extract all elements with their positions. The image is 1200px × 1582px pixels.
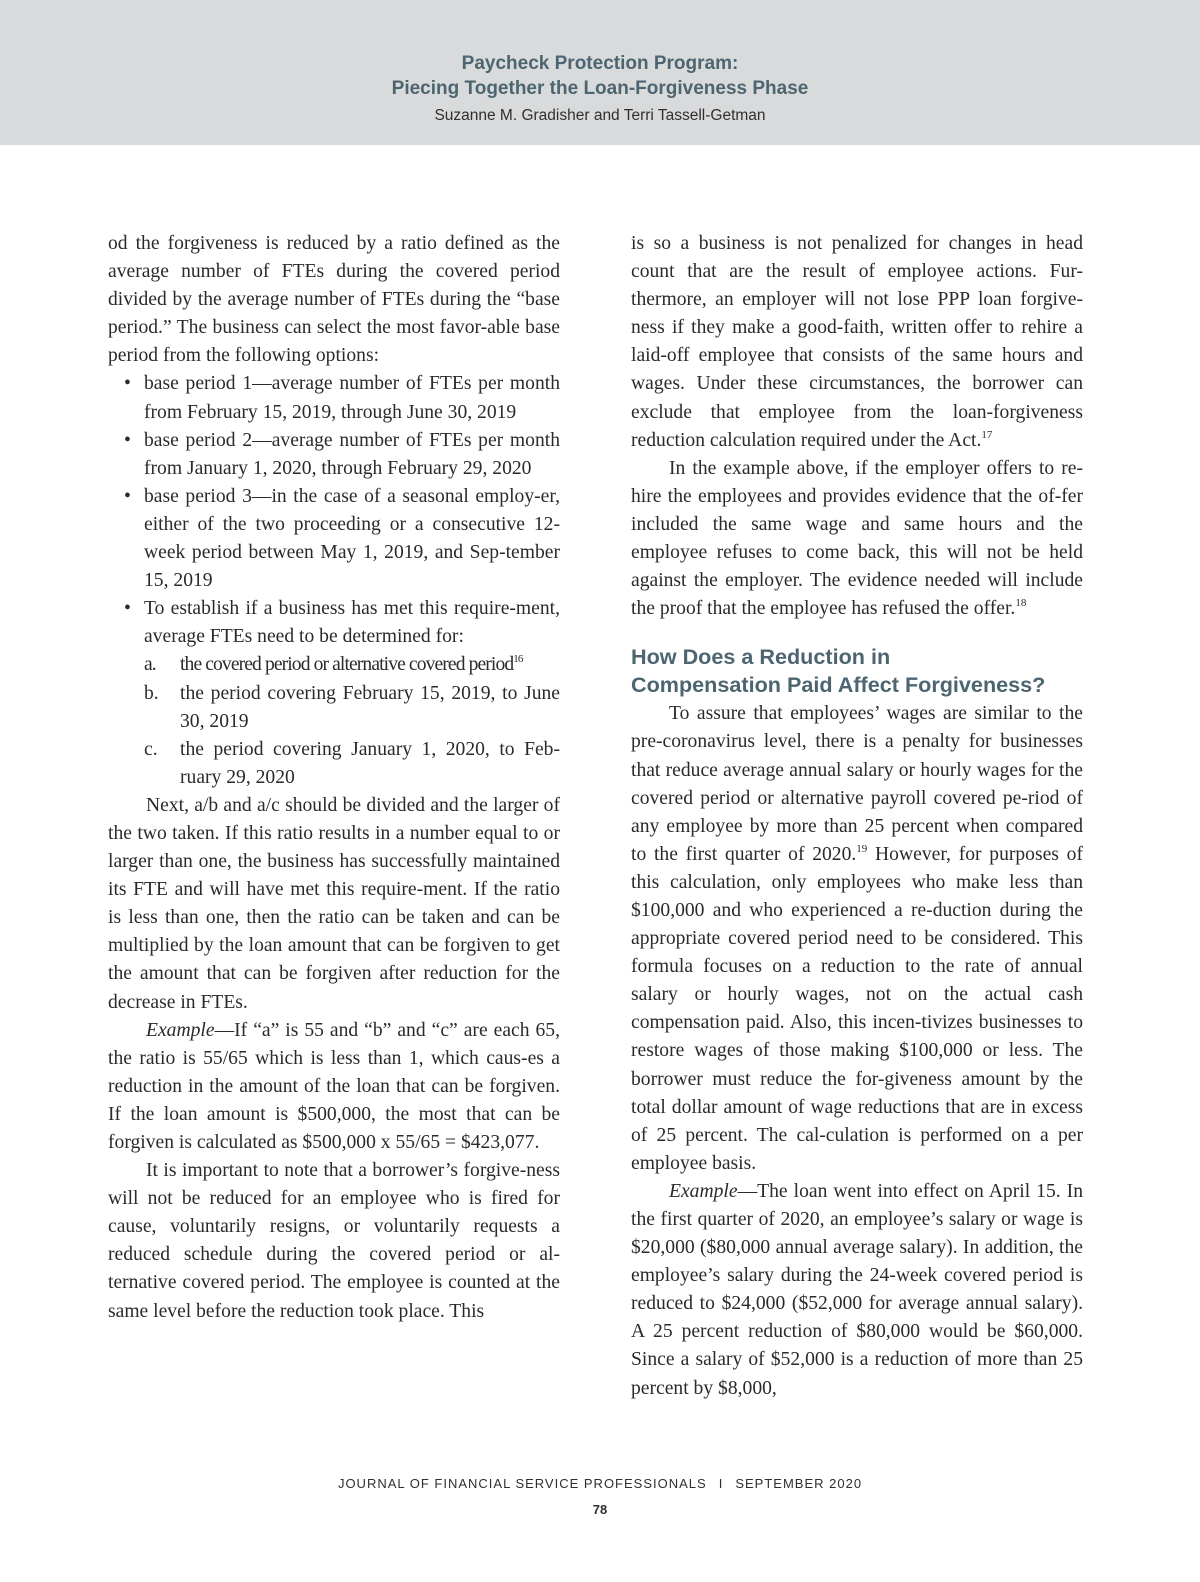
sublist-item [108,651,560,679]
footer-separator: I [718,1476,724,1491]
paragraph-text: —The loan went into effect on April 15. In the first quarter of 2020, an employee’s salary or wage is $20,000 ($80,000 annual average salary). In addition, the employee’s salary during the 24-week covered period is reduced to $24,000 ($52,000 for average annual salary). A 25 percent reduction of $80,000 would be $60,000. Since a salary of $52,000 is a reduction of more than 25 percent by $8,000, [631,1180,1083,1399]
sublist-item [108,736,560,792]
article-title-line-1: Paycheck Protection Program: [461,53,739,74]
paragraph-text: In the example above, if the employer offers to re-hire the employees and provides evidence that the of-fer included the same wage and same hours and the employee refuses to come back, this will not be held against the employer. The evidence needed will include the proof that the employee has refused the offer. [631,457,1083,620]
paragraph: Next, a/b and a/c should be divided and the larger of the two taken. If this ratio results in a number equal to or larger than one, the business has successfully maintained its FTE and will have met this require-ment. If the ratio is less than one, then the ratio can be taken and can be multiplied by the loan amount that can be forgiven to get the amount that can be forgiven after reduction for the decrease in FTEs. [108,794,560,1013]
list-item [108,427,560,483]
page-number: 78 [592,1502,608,1517]
paragraph: It is important to note that a borrower’s forgive-ness will not be reduced for an employee who is fired for cause, voluntarily resigns, or voluntarily requests a reduced schedule during the covered period or al-ternative covered period. The employee is counted at the same level before the reduction took place. This [108,1160,560,1322]
bullet-icon: • [124,373,131,395]
right-column [631,230,1083,1403]
paragraph-text: —If “a” is 55 and “b” and “c” are each 65, the ratio is 55/65 which is less than 1, which caus-es a reduction in the amount of the loan that can be forgiven. If the loan amount is $500,000, the most that can be forgiven is calculated as $500,000 x 55/65 = $423,077. [108,1019,560,1153]
sublist-letter: c. [144,738,158,760]
section-heading-line-2: Compensation Paid Affect Forgiveness? [631,672,1046,698]
left-column [108,230,560,1326]
list-item-text: base period 3—in the case of a seasonal employ-er, either of the two proceeding or a consecutive 12-week period between May 1, 2019, and Sep-tember 15, 2019 [144,485,560,592]
footnote-ref: 19 [856,842,868,855]
list-item [108,370,560,426]
paragraph [631,700,1083,1178]
page-footer [0,1476,1200,1491]
example-label: Example [146,1019,215,1041]
bullet-icon: • [124,598,131,620]
footnote-ref: 16 [513,653,523,666]
article-title-line-2: Piecing Together the Loan-Forgiveness Phase [391,78,809,99]
paragraph-text: is so a business is not penalized for changes in head count that are the result of employee actions. Fur-thermore, an employer will not lose PPP loan forgive-ness if they make a good-faith, written offer to rehire a laid-off employee that consists of the same hours and wages. Under these circumstances, the borrower can exclude that employee from the loan-forgiveness reduction calculation required under the Act. [631,233,1083,451]
paragraph [631,455,1083,624]
sublist-item [108,680,560,736]
example-label: Example [669,1180,738,1202]
list-item-text: To establish if a business has met this require-ment, average FTEs need to be determined for: [144,598,560,648]
sublist-letter: a. [144,654,156,676]
footnote-ref: 17 [981,428,993,441]
footnote-ref: 18 [1015,597,1027,610]
list-item [108,595,560,651]
journal-name: JOURNAL OF FINANCIAL SERVICE PROFESSIONALS [337,1476,707,1491]
article-authors: Suzanne M. Gradisher and Terri Tassell-Getman [434,107,766,124]
sublist-letter: b. [144,682,159,704]
paragraph-text: To assure that employees’ wages are similar to the pre-coronavirus level, there is a penalty for businesses that reduce average annual salary or hourly wages for the covered period or alternative payroll covered pe-riod of any employee by more than 25 percent when compared to the first quarter of 2020. [631,703,1083,865]
paragraph: od the forgiveness is reduced by a ratio defined as the average number of FTEs during the covered period divided by the average number of FTEs during the “base period.” The business can select the most favor-able base period from the following options: [108,233,560,367]
base-period-list [108,370,560,651]
section-heading [631,643,1083,699]
bullet-icon: • [124,485,131,507]
paragraph [108,1017,560,1157]
list-item-text: base period 2—average number of FTEs per month from January 1, 2020, through February 29, 2020 [144,429,560,479]
header-band [0,0,1200,145]
issue-date: SEPTEMBER 2020 [735,1476,863,1491]
paragraph [631,230,1083,455]
sublist-item-text: the period covering February 15, 2019, to June 30, 2019 [180,682,560,732]
paragraph [631,1178,1083,1403]
fte-period-sublist [108,651,560,791]
sublist-item-text: the covered period or alternative covered period [180,654,514,676]
sublist-item-text: the period covering January 1, 2020, to Feb-ruary 29, 2020 [180,738,560,788]
bullet-icon: • [124,429,131,451]
paragraph-text: However, for purposes of this calculation, only employees who make less than $100,000 and who experienced a re-duction during the appropriate covered period need to be considered. This formula focuses on a reduction to the rate of annual salary or hourly wages, not on the actual cash compensation paid. Also, this incen-tivizes businesses to restore wages of those making $100,000 or less. The borrower must reduce the for-giveness amount by the total dollar amount of wage reductions that are in excess of 25 percent. The cal-culation is performed on a per employee basis. [631,843,1083,1174]
list-item-text: base period 1—average number of FTEs per month from February 15, 2019, through June 30, 2019 [144,373,560,423]
list-item [108,483,560,595]
section-heading-line-1: How Does a Reduction in [631,644,891,670]
